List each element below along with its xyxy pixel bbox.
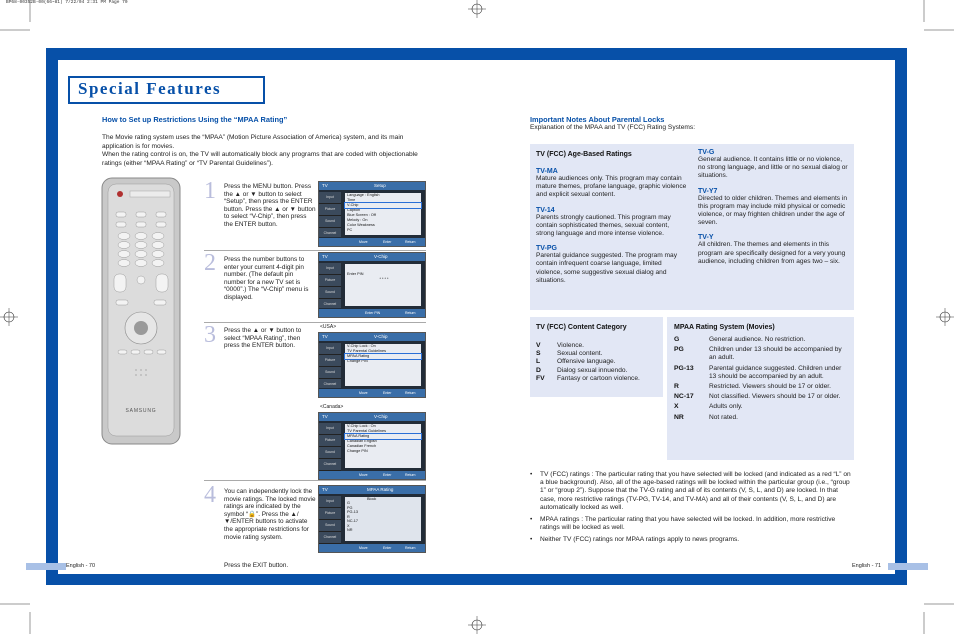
content-category-list: V Violence. S Sexual content. L Offensive language. D Dialog sexual innuendo. FV Fantasy or cartoon violence. [536, 342, 640, 382]
osd-footer: Enter PIN Return [319, 309, 425, 317]
step-number: 4 [204, 482, 216, 508]
registration-mark-icon [0, 308, 18, 326]
page-number-left: English - 70 [66, 563, 96, 569]
page-tab-left [26, 563, 66, 570]
step-divider [204, 480, 426, 481]
registration-mark-icon [468, 0, 486, 18]
osd-header: TV V-Chip [319, 253, 425, 261]
osd-menu: Enter PIN * * * * [345, 264, 421, 306]
osd-pin-screen [318, 252, 426, 318]
step-divider [204, 250, 426, 251]
osd-sidebar: Input Picture Sound Channel [319, 192, 341, 237]
step-text: Press the MENU button. Press the ▲ or ▼ button to select “Setup”, then press the ENTER button. Press the ▲ or ▼ button to select “V-Chip”, then press the ENTER button. [224, 183, 316, 228]
notes-bullet-list [530, 471, 852, 545]
remote-control-image [100, 176, 182, 446]
step-number: 1 [204, 178, 216, 204]
osd-mpaa-screen [318, 485, 426, 553]
osd-footer: Move Enter Return [319, 238, 425, 246]
registration-mark-icon [468, 616, 486, 634]
step-text: Press the ▲ or ▼ button to select “MPAA Rating”, then press the ENTER button. [224, 327, 302, 350]
section-heading: How to Set up Restrictions Using the “MPAA Rating” [102, 115, 288, 124]
panel-title: TV (FCC) Age-Based Ratings [536, 151, 632, 158]
region-label-usa: <USA> [320, 324, 337, 330]
list-item: • TV (FCC) ratings : The particular rating that you have selected will be locked (and indicated as a red “L” on a blue background). Also, all of the age-based ratings will be locked within the particular group (i.e., “group 1” or “group 2”). Suppose that the TV-G rating and all of its contents (V, S, L, and D) are locked. In that case, more restrictive ratings (TV-PG, TV-14, and TV-MA) and all of their contents (V, S, L, and D) are automatically locked as well. [530, 471, 851, 511]
osd-setup-screen [318, 181, 426, 247]
intro-text-2: When the rating control is on, the TV will automatically block any programs that are coded with objectionable ratings (either “MPAA Rating” or “TV Parental Guidelines”). [102, 151, 418, 167]
osd-sidebar: Input Picture Sound Channel [319, 496, 341, 543]
remote-brand: SAMSUNG [125, 408, 157, 414]
osd-menu: Language : English Time V-Chip Caption Blue Screen : Off Melody : On Color Weakness PC [345, 193, 421, 235]
osd-footer: Move Enter Return [319, 544, 425, 552]
notes-subheading: Explanation of the MPAA and TV (FCC) Rating Systems: [530, 124, 696, 131]
osd-menu: V-Chip Lock : On TV Parental Guidelines MPAA Rating Change PIN [345, 344, 421, 386]
osd-sidebar: Input Picture Sound Channel [319, 343, 341, 388]
age-ratings-list-right: TV-G General audience. It contains little or no violence, no strong language, and little or no sexual dialog or situations. TV-Y7 Directed to older children. Themes and elements in this program may include mild physical or comedic violence, or may frighten children under the age of seven. TV-Y All children. The themes and elements in this program are specifically designed for a very young audience, including children from ages two – six. [698, 149, 848, 265]
notes-heading: Important Notes About Parental Locks [530, 115, 665, 124]
exit-instruction: Press the EXIT button. [224, 562, 289, 569]
osd-header: TV V-Chip [319, 413, 425, 421]
osd-vchip-canada-screen [318, 412, 426, 480]
osd-footer: Move Enter Return [319, 471, 425, 479]
osd-footer: Move Enter Return [319, 389, 425, 397]
mpaa-rating-list: G General audience. No restriction. PG Children under 13 should be accompanied by an adult. PG-13 Parental guidance suggested. Children under 13 should be accompanied by an adult. R Restricted. Viewers should be 17 or older. NC-17 Not classified. Viewers should be 17 or older. X Adults only. NR Not rated. [674, 336, 842, 421]
panel-title: TV (FCC) Content Category [536, 324, 627, 331]
step-text: Press the number buttons to enter your current 4-digit pin number. (The default pin number for a new TV set is “0000”.) The “V-Chip” menu is displayed. [224, 256, 309, 301]
intro-text: The Movie rating system uses the “MPAA” (Motion Picture Association of America) system, and its main application is for movies. [102, 134, 404, 150]
registration-mark-icon [936, 308, 954, 326]
page-tab-right [888, 563, 928, 570]
age-ratings-list-left: TV-MA Mature audiences only. This program may contain mature themes, profane language, graphic violence and explicit sexual content. TV-14 Parents strongly cautioned. This program may contain sophisticated themes, sexual content, strong language and more intense violence. TV-PG Parental guidance suggested. The program may contain infrequent coarse language, limited violence, some suggestive sexual dialog and situations. [536, 168, 687, 284]
osd-menu: Block G PG PG-13 R NC-17 X NR [345, 497, 421, 541]
osd-header: TV MPAA Rating [319, 486, 425, 494]
page-title: Special Features [78, 79, 222, 98]
osd-header: TV V-Chip [319, 333, 425, 341]
step-number: 3 [204, 322, 216, 348]
osd-menu: V-Chip Lock : On TV Parental Guidelines MPAA Rating Canadian English Canadian French Change PIN [345, 424, 421, 468]
intro-paragraph [102, 134, 420, 168]
step-text: You can independently lock the movie ratings. The locked movie ratings are indicated by the symbol “🔒”. Press the ▲/▼/ENTER buttons to activate the appropriate restrictions for movie rating system. [224, 488, 316, 541]
list-item: • MPAA ratings : The particular rating that you have selected will be locked. In addition, more restrictive ratings will be locked as well. [530, 516, 836, 532]
list-item: • Neither TV (FCC) ratings nor MPAA ratings apply to news programs. [530, 536, 740, 544]
step-number: 2 [204, 250, 216, 276]
osd-vchip-usa-screen [318, 332, 426, 398]
osd-sidebar: Input Picture Sound Channel [319, 423, 341, 470]
panel-title: MPAA Rating System (Movies) [674, 324, 775, 331]
step-divider [204, 322, 426, 323]
page-number-right: English - 71 [852, 563, 882, 569]
print-header: BP68-00352B-00(66~81) 7/22/04 2:31 PM Page 70 [6, 0, 128, 5]
region-label-canada: <Canada> [320, 404, 344, 410]
osd-header: TV Setup [319, 182, 425, 190]
osd-sidebar: Input Picture Sound Channel [319, 263, 341, 308]
